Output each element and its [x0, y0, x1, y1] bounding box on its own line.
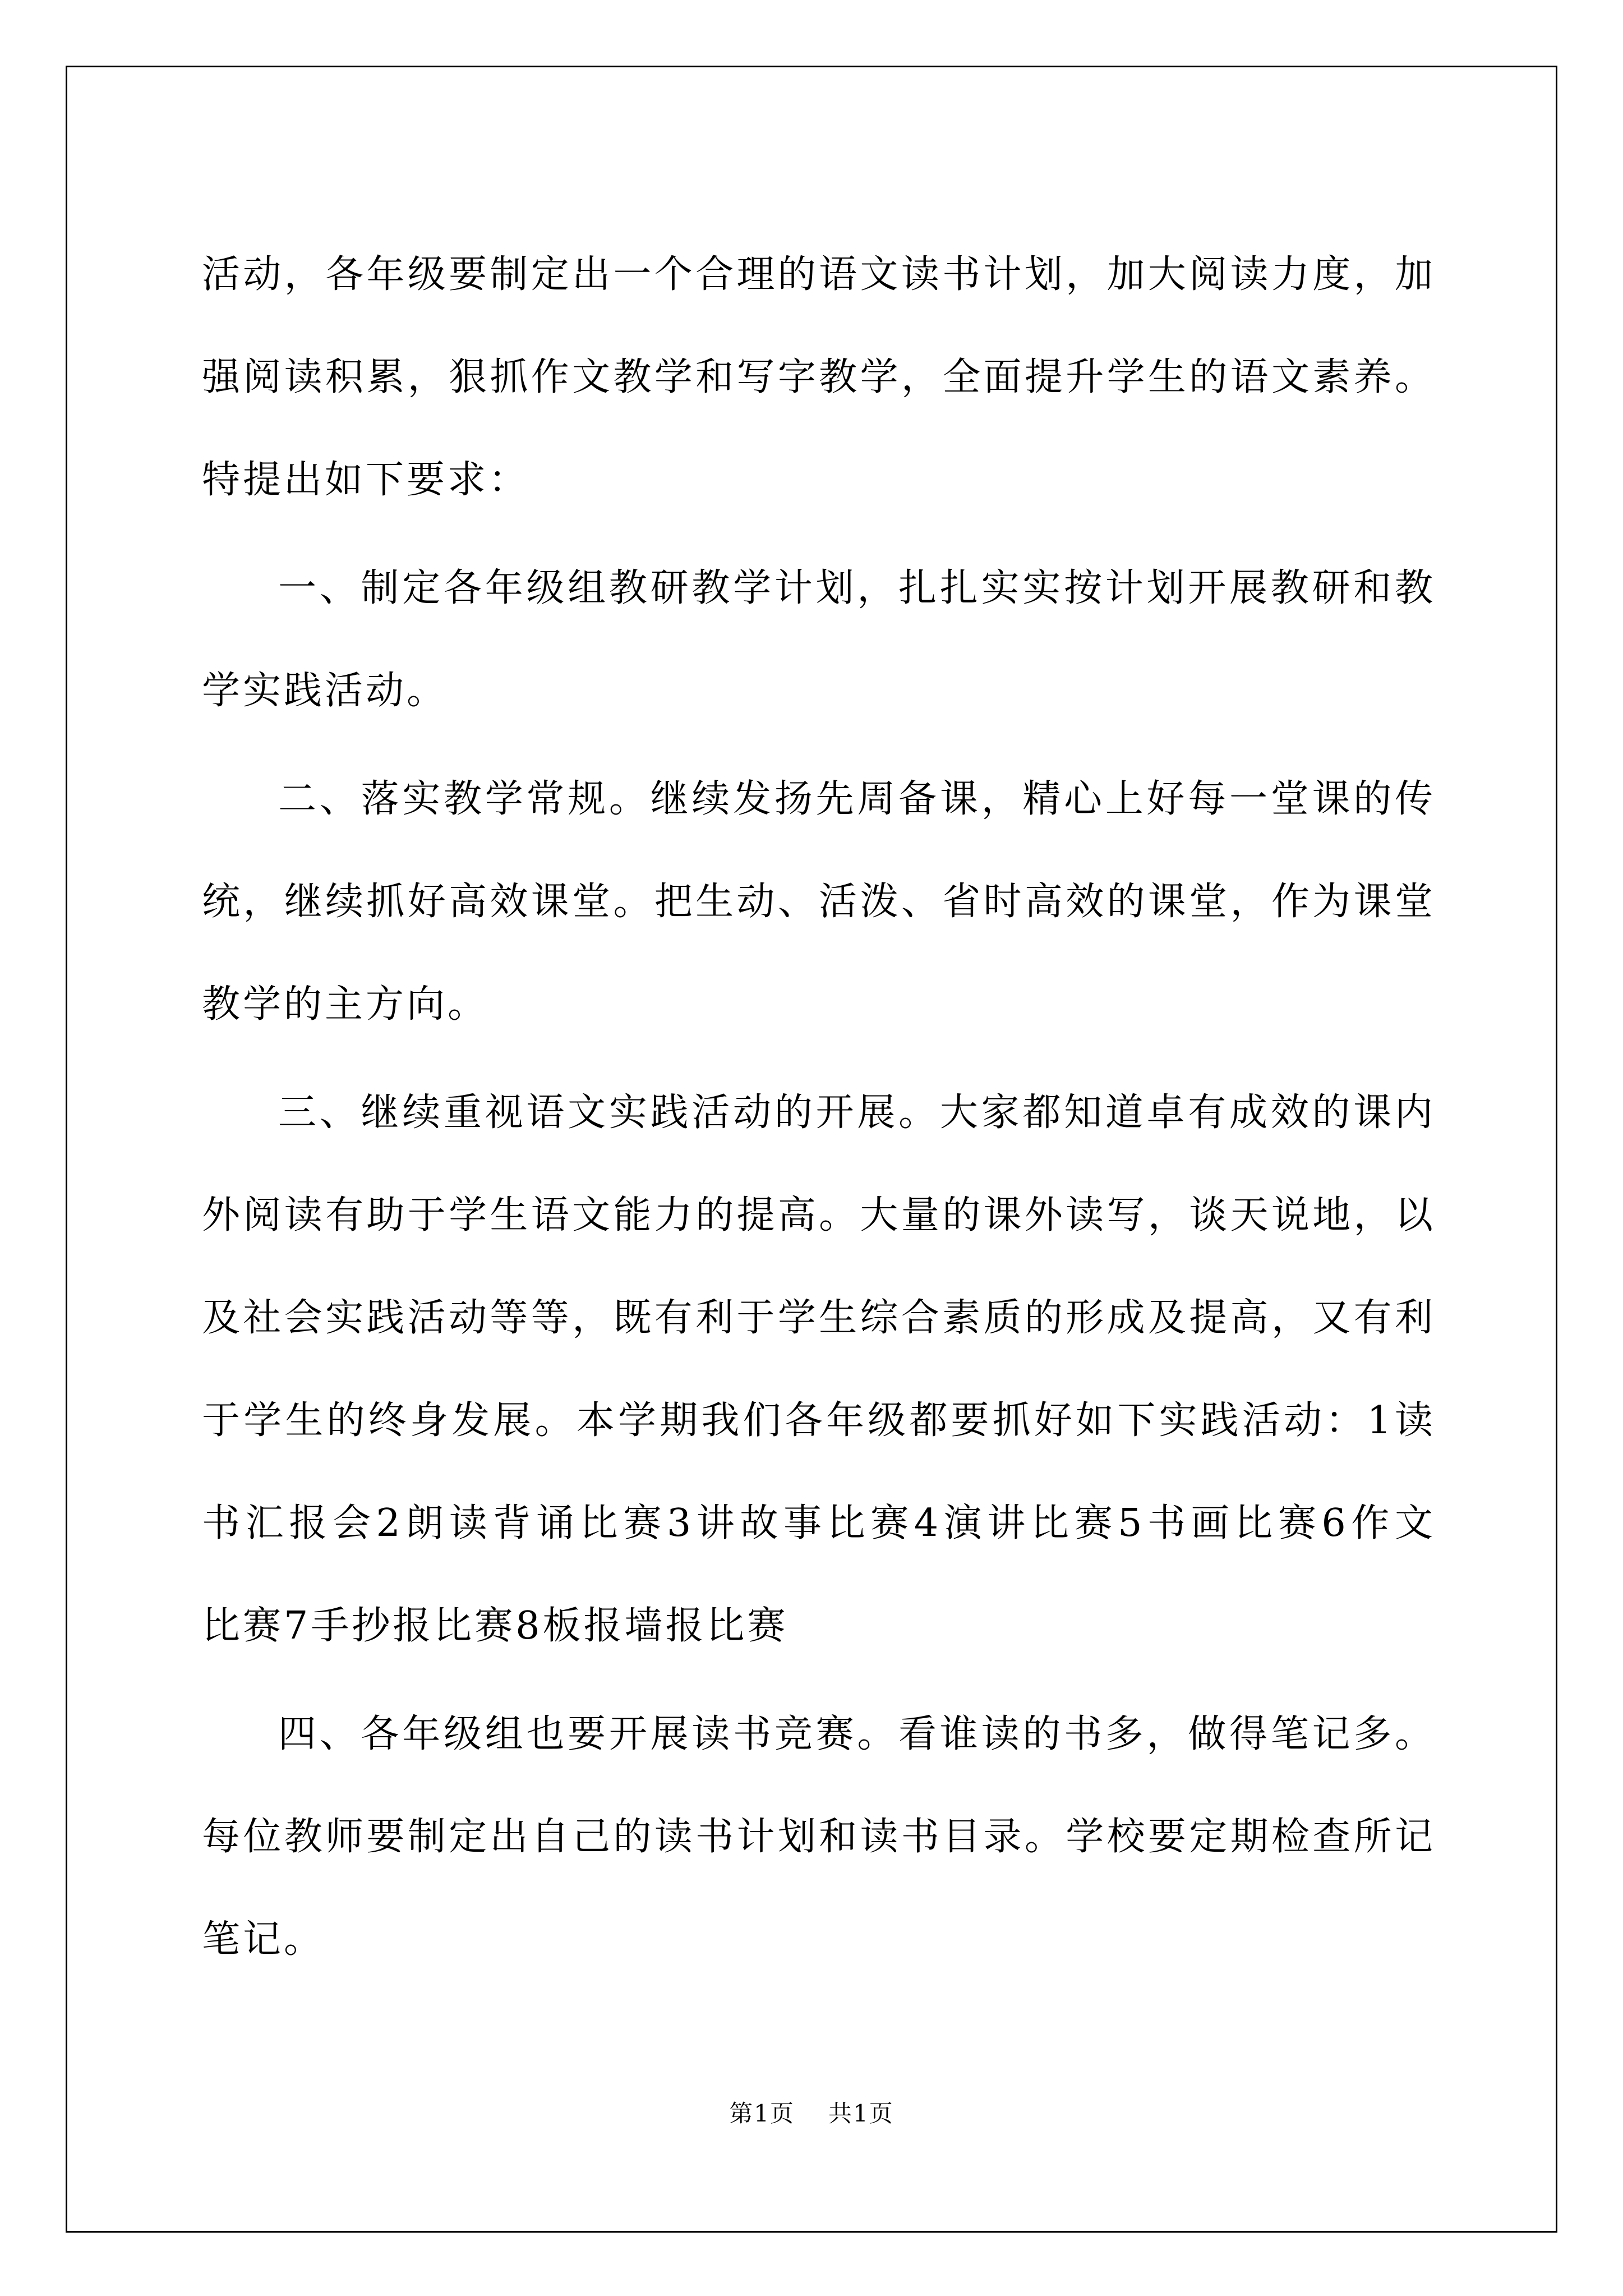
text-line: 统，继续抓好高效课堂。把生动、活泼、省时高效的课堂，作为课堂: [202, 880, 1436, 924]
text-line: 于学生的终身发展。本学期我们各年级都要抓好如下实践活动：1读: [202, 1398, 1436, 1443]
text-line: 一、制定各年级组教研教学计划，扎扎实实按计划开展教研和教: [278, 566, 1436, 610]
text-line: 学实践活动。: [202, 669, 448, 713]
text-line: 教学的主方向。: [202, 982, 489, 1027]
text-line: 四、各年级组也要开展读书竞赛。看谁读的书多，做得笔记多。: [278, 1712, 1436, 1756]
text-line: 及社会实践活动等等，既有利于学生综合素质的形成及提高，又有利: [202, 1296, 1436, 1340]
text-line: 活动，各年级要制定出一个合理的语文读书计划，加大阅读力度，加: [202, 252, 1436, 297]
text-line: 书汇报会2朗读背诵比赛3讲故事比赛4演讲比赛5书画比赛6作文: [202, 1501, 1436, 1545]
text-line: 特提出如下要求：: [202, 458, 530, 502]
text-line: 外阅读有助于学生语文能力的提高。大量的课外读写，谈天说地，以: [202, 1193, 1436, 1237]
text-line: 强阅读积累，狠抓作文教学和写字教学，全面提升学生的语文素养。: [202, 355, 1436, 399]
text-line: 笔记。: [202, 1917, 325, 1962]
text-line: 三、继续重视语文实践活动的开展。大家都知道卓有成效的课内: [278, 1091, 1436, 1135]
document-body: [202, 223, 1436, 1991]
page-total: 共1页: [828, 2100, 894, 2127]
page-number: 第1页: [729, 2100, 795, 2127]
text-line: 二、落实教学常规。继续发扬先周备课，精心上好每一堂课的传: [278, 777, 1436, 821]
page-footer: [0, 2097, 1623, 2131]
text-line: 比赛7手抄报比赛8板报墙报比赛: [202, 1604, 789, 1648]
text-line: 每位教师要制定出自己的读书计划和读书目录。学校要定期检查所记: [202, 1815, 1436, 1859]
